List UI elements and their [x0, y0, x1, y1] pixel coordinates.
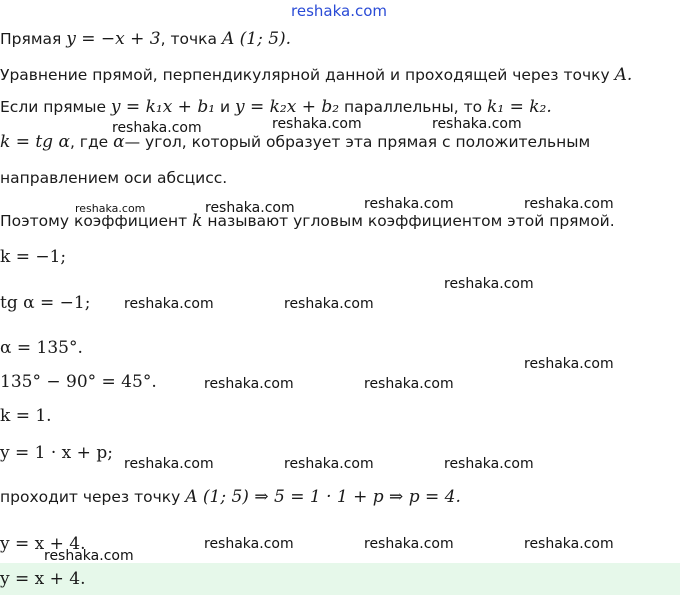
watermark: reshaka.com — [524, 196, 614, 212]
watermark: reshaka.com — [364, 196, 454, 212]
answer-line: y = x + 4. — [0, 569, 86, 589]
watermark: reshaka.com — [444, 456, 534, 472]
watermark: reshaka.com — [44, 548, 134, 564]
watermark: reshaka.com — [524, 536, 614, 552]
line-result: y = x + 4. — [0, 534, 86, 554]
watermark: reshaka.com — [284, 296, 374, 312]
watermark: reshaka.com — [204, 376, 294, 392]
watermark: reshaka.com — [444, 276, 534, 292]
line-task: Уравнение прямой, перпендикулярной данной и проходящей через точку A. — [0, 65, 633, 85]
watermark: reshaka.com — [205, 200, 295, 216]
line-tg-alpha: tg α = −1; — [0, 293, 91, 313]
answer-highlight — [0, 563, 680, 595]
line-given: Прямая y = −x + 3, точка A (1; 5). — [0, 29, 292, 49]
watermark-top: reshaka.com — [291, 2, 387, 20]
line-k-one: k = 1. — [0, 406, 52, 426]
line-slope-def: k = tg α, где α— угол, который образует эта прямая с положительным — [0, 132, 591, 152]
watermark: reshaka.com — [75, 202, 146, 215]
line-parallel: Если прямые y = k₁x + b₁ и y = k₂x + b₂ параллельны, то k₁ = k₂. — [0, 97, 552, 117]
line-k-minus-one: k = −1; — [0, 247, 67, 267]
line-slope-name: Поэтому коэффициент k называют угловым коэффициентом этой прямой. — [0, 211, 615, 231]
line-angle-diff: 135° − 90° = 45°. — [0, 372, 157, 392]
line-alpha: α = 135°. — [0, 338, 83, 358]
line-y-form: y = 1 · x + p; — [0, 443, 113, 463]
watermark: reshaka.com — [124, 296, 214, 312]
line-abscissa: направлением оси абсцисс. — [0, 169, 228, 187]
watermark: reshaka.com — [364, 536, 454, 552]
watermark: reshaka.com — [272, 116, 362, 132]
watermark: reshaka.com — [112, 120, 202, 136]
watermark: reshaka.com — [364, 376, 454, 392]
watermark: reshaka.com — [524, 356, 614, 372]
line-through-point: проходит через точку A (1; 5) ⇒ 5 = 1 · 1 + p ⇒ p = 4. — [0, 487, 461, 507]
watermark: reshaka.com — [124, 456, 214, 472]
watermark: reshaka.com — [284, 456, 374, 472]
watermark: reshaka.com — [204, 536, 294, 552]
watermark: reshaka.com — [432, 116, 522, 132]
